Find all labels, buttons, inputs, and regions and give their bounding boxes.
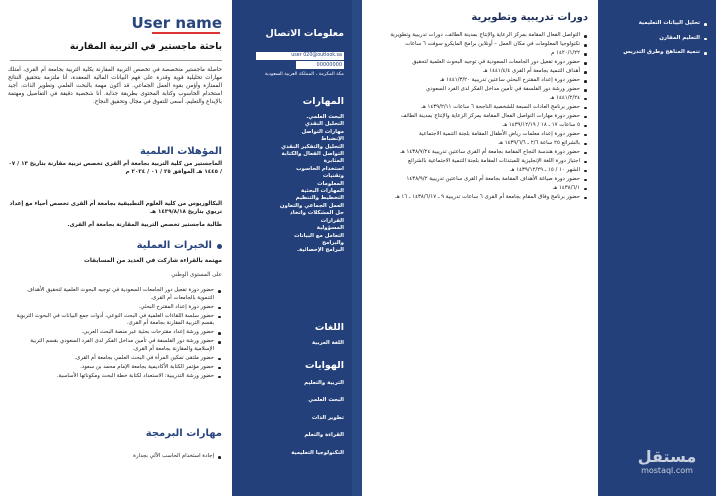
hobby-item: التكنولوجيا التعليمية — [291, 449, 344, 456]
experience-list — [10, 287, 222, 382]
list-item: حضور ورشة التدريبية: الاستعداد لكتابة خطة البحث ومكوناتها الأساسية. — [10, 373, 222, 381]
qualifications-heading: المؤهلات العلمية — [140, 146, 222, 157]
courses-list — [374, 32, 588, 203]
list-item: اجتياز دورة اللغة الإنجليزية للمبتدئات المقامة بلجنة التنمية الاجتماعية بالشرائع — [374, 158, 588, 166]
list-item: ١٤٢٠/١/٢٢ م — [374, 50, 588, 58]
hobby-item: تطوير الذات — [311, 414, 344, 421]
hobbies-heading: الهوايات — [305, 360, 344, 371]
skill-item: الإنضباط — [320, 136, 344, 143]
skill-item: والبرامج — [322, 239, 344, 246]
skill-item: التحليل النقدي — [304, 121, 344, 128]
list-item: حضور دورة إعداد المقترح البحثي. — [10, 304, 222, 312]
list-item: حضور دورة إعداد معلمات رياض الأطفال المقامة بلجنة التنمية الاجتماعية — [374, 131, 588, 139]
job-title: باحثة ماجستير في التربية المقارنة — [69, 42, 222, 52]
skill-item: المهارات البحثية — [301, 188, 344, 195]
skill-item: التواصل الفعال والكتابة — [281, 151, 344, 158]
watermark-arabic: مستقل — [637, 447, 697, 466]
divider — [10, 60, 222, 61]
skill-item: العمل الجماعي والتعاون — [279, 202, 344, 209]
list-item: إجادة استخدام الحاسب الآلي بجدارة — [10, 453, 222, 461]
list-item: حضور دورة مهارات التواصل الفعال المقامة بمركز الرعاية والإنتاج بمدينة الطائف — [374, 113, 588, 121]
skill-item: المثابرة — [323, 158, 344, 165]
skill-item: حل المشكلات واتخاذ — [290, 210, 344, 217]
skill-item: وتقنيات — [322, 173, 344, 180]
skills-heading: المهارات — [302, 96, 344, 107]
list-item: حضور سلسة اللقاءات العلمية في البحث النوعي، أدوات جمع البيانات في البحوث التربوية بقسم التربية المقارنة بجامعة أم القرى. — [10, 313, 222, 328]
list-item: حضور ورشة إعداد مقترحات بحثية عبر منصة البحث العربي. — [10, 329, 222, 337]
name-underline — [152, 32, 220, 34]
hobbies-list — [256, 380, 344, 467]
skill-item: استخدام الحاسوب — [296, 165, 344, 172]
list-item: التعليم المقارن — [604, 35, 708, 43]
list-item: حضور مؤتمر الكتابة الأكاديمية بجامعة الإمام محمد بن سعود. — [10, 364, 222, 372]
resume-page-main — [0, 0, 232, 496]
experience-heading: الخبرات العملية — [136, 240, 212, 251]
skill-item: المسؤولية — [316, 225, 344, 232]
qualification-bachelor: البكالوريوس من كلية العلوم التطبيقية بجامعة أم القرى تخصص أحياء مع إعداد تربوي بتاريخ ١٤٣٩/٨/١٨ هـ — [9, 201, 222, 215]
list-item: أهداف التنمية بجامعة أم القرى ١٤٤١/٤/٤ هـ — [374, 68, 588, 76]
hobby-item: البحث العلمي — [308, 397, 344, 404]
list-item: الشهر ١٠ / ١٥ ـ ١٤٣٩/١٢/٢٩ هـ — [374, 167, 588, 175]
email-field: user 020@outlook.sa — [256, 52, 344, 60]
watermark-latin: mostaql.com — [641, 466, 693, 475]
hobby-item: القراءة والتعلم — [304, 432, 344, 439]
contact-heading: معلومات الاتصال — [265, 28, 344, 39]
list-item: حضور دورة إعداد المقترح البحثي ساعتين تدريبية ١٤٤١/٣/٢٠ هـ — [374, 77, 588, 85]
candidate-name: User name — [131, 14, 222, 32]
list-item: بالشرائع ٢٥ ساعة ٢/٦ ـ ١٤٣٩/٦/٦ هـ — [374, 140, 588, 148]
resume-sidebar — [250, 0, 352, 496]
list-item: حضور دورة تفعيل دور الجامعات السعودية في توجيه البحوث العلمية لتحقيق الأهداف التنموية بالجامعات أم القرى. — [10, 287, 222, 302]
list-item: حضور برنامج العادات السبعة للشخصية الناجحة ٦ ساعات ١٤٣٩/٢/١١ هـ — [374, 104, 588, 112]
list-item: تحليل البيانات التعليمية — [604, 20, 708, 28]
hobby-item: التربية والتعليم — [304, 380, 344, 386]
address: مكة المكرمة ، المملكة العربية السعودية — [264, 72, 344, 77]
list-item: تكنولوجيا المعلومات في مكان العمل – أونلاين برامج المايكرو سوفت ٦ ساعات — [374, 41, 588, 49]
section-dot-icon — [217, 244, 222, 249]
phone-field: 00000000 — [296, 61, 344, 69]
experience-level: على المستوى الوطني — [171, 272, 222, 278]
list-item: التواصل الفعال المقامة بمركز الرعاية والإنتاج بمدينة الطائف، دورات تدريبية وتطويرية — [374, 32, 588, 40]
resume-courses-page — [362, 0, 598, 496]
skill-item: التخطيط والتنظيم — [295, 195, 344, 202]
skill-item: القرارات — [320, 217, 344, 224]
list-item: حضور ملتقى تمكين المرأة في البحث العلمي بجامعة أم القرى. — [10, 355, 222, 363]
languages-list — [256, 340, 344, 347]
courses-heading: دورات تدريبية وتطويرية — [471, 12, 588, 23]
programming-list — [10, 453, 222, 462]
experience-intro: مهتمة بالقراءة شاركت في العديد من المسابقات — [84, 258, 222, 264]
list-item: حضور دورة تفعيل دور الجامعات السعودية في توجيه البحوث العلمية لتحقيق — [374, 59, 588, 67]
page-accent-bar — [352, 0, 362, 496]
list-item: حضور دورة صياغة الأهداف المقامة بجامعة أم القرى ساعتين تدريبية ١٤٣٨/٩/٢ — [374, 176, 588, 184]
skill-item: مهارات التواصل — [301, 128, 344, 135]
programming-heading: مهارات البرمجة — [145, 428, 222, 439]
skill-item: المعلومات — [317, 180, 344, 187]
list-item: حضور دورة هندسة النجاح المقامة بجامعة أم القرى ساعتين تدريبية ١٤٣٨/٧/٢٤ هـ — [374, 149, 588, 157]
qualification-masters: الماجستير من كلية التربية بجامعة أم القرى تخصص تربية مقارنة بتاريخ ١٣ / ٠٧ / ١٤٤٥ هـ الموافق ٢٥ / ٠١ / ٢٠٢٤ م — [8, 161, 222, 175]
resume-interests-panel — [598, 0, 716, 496]
list-item: ١٤٤١/٢/٢٤ هـ — [374, 95, 588, 103]
qualification-current: طالبة ماجستير تخصص التربية المقارنة بجامعة أم القرى. — [67, 222, 222, 228]
skill-item: البرامج الإحصائية. — [297, 247, 344, 254]
list-item: حضور ورشة دور الفلسفة في تأمين مداخل الفكر لدى الفرد السعودي — [374, 86, 588, 94]
page-accent-bar — [232, 0, 250, 496]
interests-list — [604, 20, 708, 64]
watermark-logo — [622, 448, 712, 476]
profile-summary: حاصلة ماجستير متخصصة في تخصص التربية المقارنة بكلية التربية بجامعة أم القرى، أمتلك مهارات تحليلية قوية وقدرة على فهم البيانات المالية المعقدة، أنا ملتزمة بتحقيق النتائج الممتازة وأؤمن بقوة العمل الجماعي. قد أكون مهمة بالبحث العلمي وتطوير الذات. أجيد استخدام الحاسوب وكتابة المحتوى بطريقة جذابة. أنا شخصية دقيقة في التفاصيل ومهتمة بالإبداع والتعليم، أسعى للتفوق في مجال وتحقيق النجاح. — [8, 67, 222, 105]
languages-heading: اللغات — [314, 322, 344, 333]
list-item: تنمية المناهج وطرق التدريس — [604, 49, 708, 57]
skill-item: التعامل مع البيانات — [294, 232, 344, 239]
list-item: حضور ورشة دور الفلسفة في تأمين مداخل الفكر لدى الفرد السعودي بقسم التربية الإسلامية والمقارنة بجامعة أم القرى. — [10, 338, 222, 353]
skill-item: التحليل والتفكير النقدي — [281, 143, 344, 150]
list-item: ١٤٣٨/٦/١ هـ — [374, 185, 588, 193]
language-item: اللغة العربية — [311, 340, 344, 346]
list-item: حضور برنامج وفاق المقام بجامعة أم القرى ٦ ساعات تدريبية ٩ ـ ١٤٣٨/٦/١٧ ـ ١٦ هـ — [374, 194, 588, 202]
skill-item: البحث العلمي. — [306, 114, 344, 120]
skills-list — [256, 114, 344, 255]
list-item: ٥ ساعات ١٧ ـ ١٨ / ١٤٣٩/١٢/١٩ هـ — [374, 122, 588, 130]
